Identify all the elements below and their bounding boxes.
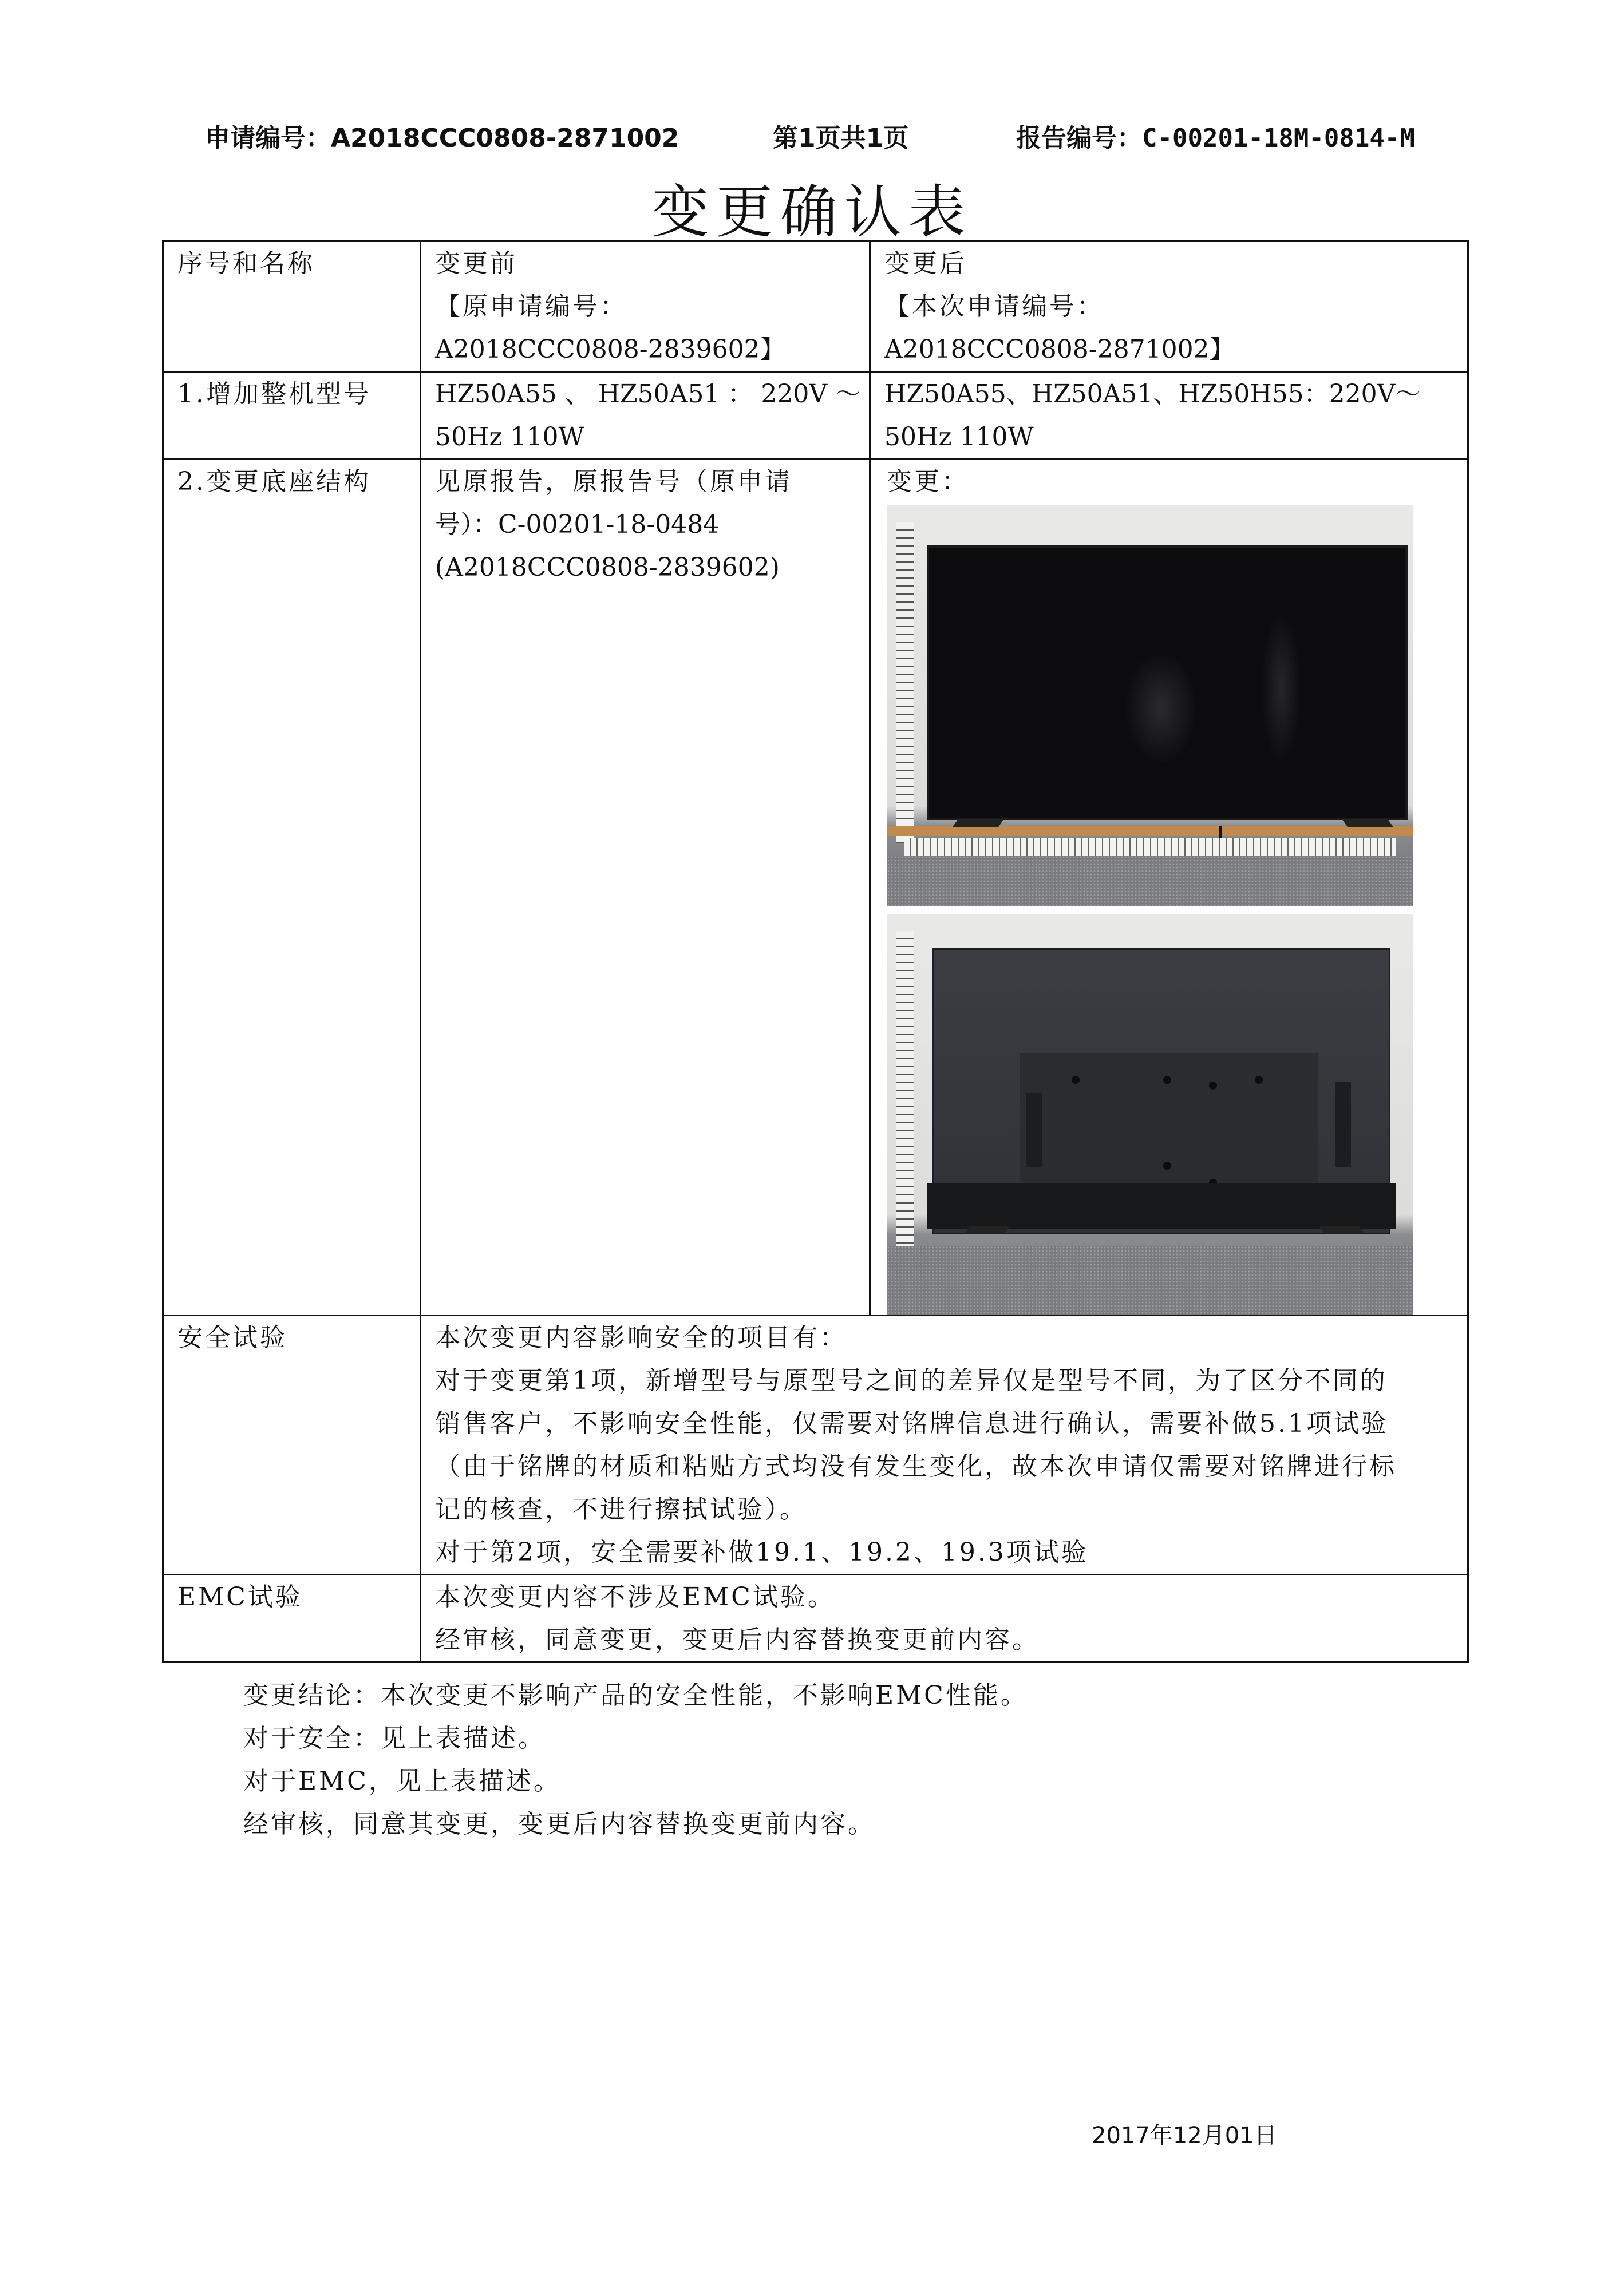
safety-line: （由于铭牌的材质和粘贴方式均没有发生变化，故本次申请仅需要对铭牌进行标 [435, 1452, 1397, 1481]
tv-front-photo [887, 505, 1413, 906]
emc-line: 经审核，同意变更，变更后内容替换变更前内容。 [435, 1625, 1040, 1654]
safety-content [421, 1316, 1468, 1575]
report-number: 报告编号：C-00201-18M-0814-M [1016, 124, 1415, 153]
row1-after-line2: 50Hz 110W [884, 422, 1034, 452]
before-app-number: A2018CCC0808-2839602】 [435, 335, 785, 364]
mount-hole [1163, 1076, 1171, 1084]
reflection [1261, 611, 1301, 765]
row1-after [870, 372, 1468, 460]
emc-label: EMC试验 [177, 1582, 303, 1612]
tv-base-bar [927, 1183, 1396, 1229]
safety-line: 对于第2项，安全需要补做19.1、19.2、19.3项试验 [435, 1538, 1089, 1567]
page-info: 第1页共1页 [773, 124, 909, 153]
document-date: 2017年12月01日 [1092, 2123, 1277, 2149]
header-cell-before [421, 242, 870, 372]
row-label [163, 1316, 421, 1575]
after-app-label: 【本次申请编号： [884, 292, 1104, 321]
safety-line: 销售客户，不影响安全性能，仅需要对铭牌信息进行确认，需要补做5.1项试验 [435, 1409, 1389, 1438]
tv-screen [927, 545, 1408, 820]
header-cell-after [870, 242, 1468, 372]
mount-hole [1255, 1076, 1263, 1084]
counter-surface [887, 1246, 1413, 1315]
row1-label: 1.增加整机型号 [177, 379, 371, 409]
table-row [163, 1316, 1468, 1575]
row1-before-line2: 50Hz 110W [435, 422, 584, 452]
safety-line: 记的核查，不进行擦拭试验）。 [435, 1495, 807, 1524]
emc-content [421, 1575, 1468, 1662]
row2-label: 2.变更底座结构 [177, 467, 371, 496]
emc-line: 本次变更内容不涉及EMC试验。 [435, 1582, 835, 1612]
port-column [1335, 1082, 1351, 1167]
mount-hole [1072, 1076, 1080, 1084]
tv-foot-right [1342, 819, 1393, 827]
mount-hole [1163, 1162, 1171, 1170]
conclusion-line: 对于安全：见上表描述。 [243, 1724, 546, 1753]
shelf [887, 826, 1413, 836]
after-app-number: A2018CCC0808-2871002】 [884, 335, 1235, 364]
table-header-row [163, 242, 1468, 372]
tv-foot-left [964, 1226, 1010, 1234]
tv-back-photo [887, 914, 1413, 1315]
counter-surface [887, 856, 1413, 906]
change-confirmation-table [162, 240, 1469, 1663]
safety-line: 本次变更内容影响安全的项目有： [435, 1323, 847, 1352]
after-label: 变更后 [884, 249, 967, 278]
reflection [1124, 651, 1198, 765]
row-label [163, 1575, 421, 1662]
row1-before-line1: HZ50A55 、 HZ50A51 ： 220V ～ [435, 379, 861, 409]
table-row [163, 372, 1468, 460]
port-column [1026, 1093, 1042, 1167]
conclusion-line: 对于EMC，见上表描述。 [243, 1767, 561, 1796]
safety-line: 对于变更第1项，新增型号与原型号之间的差异仅是型号不同，为了区分不同的 [435, 1366, 1388, 1395]
table-row [163, 1575, 1468, 1662]
tv-foot-left [953, 819, 1004, 827]
page-header [0, 117, 1624, 157]
tv-foot-right [1319, 1226, 1365, 1234]
row2-before-line2: 号）：C-00201-18-0484 [435, 510, 720, 539]
row2-after [870, 460, 1468, 1316]
row1-after-line1: HZ50A55、HZ50A51、HZ50H55：220V～ [884, 379, 1421, 409]
conclusion-line: 经审核，同意其变更，变更后内容替换变更前内容。 [243, 1810, 875, 1839]
table-row [163, 460, 1468, 1316]
ruler-vertical [896, 931, 914, 1252]
document-title: 变更确认表 [651, 179, 973, 246]
mount-hole [1209, 1082, 1217, 1090]
header-cell-name [163, 242, 421, 372]
before-label: 变更前 [435, 249, 517, 278]
ruler-horizontal [904, 838, 1396, 856]
row2-after-label: 变更： [887, 467, 969, 496]
row-label [163, 460, 421, 1316]
conclusion-line: 变更结论：本次变更不影响产品的安全性能，不影响EMC性能。 [243, 1681, 1028, 1710]
row2-before [421, 460, 870, 1316]
row2-before-line1: 见原报告，原报告号（原申请 [435, 467, 792, 496]
ruler-vertical [896, 522, 914, 843]
header-label: 序号和名称 [177, 249, 315, 278]
row-label [163, 372, 421, 460]
safety-label: 安全试验 [177, 1323, 287, 1352]
conclusion-block [243, 1674, 1028, 1846]
row2-before-line3: (A2018CCC0808-2839602) [435, 553, 780, 582]
before-app-label: 【原申请编号： [435, 292, 627, 321]
application-number: 申请编号：A2018CCC0808-2871002 [205, 124, 679, 153]
row1-before [421, 372, 870, 460]
